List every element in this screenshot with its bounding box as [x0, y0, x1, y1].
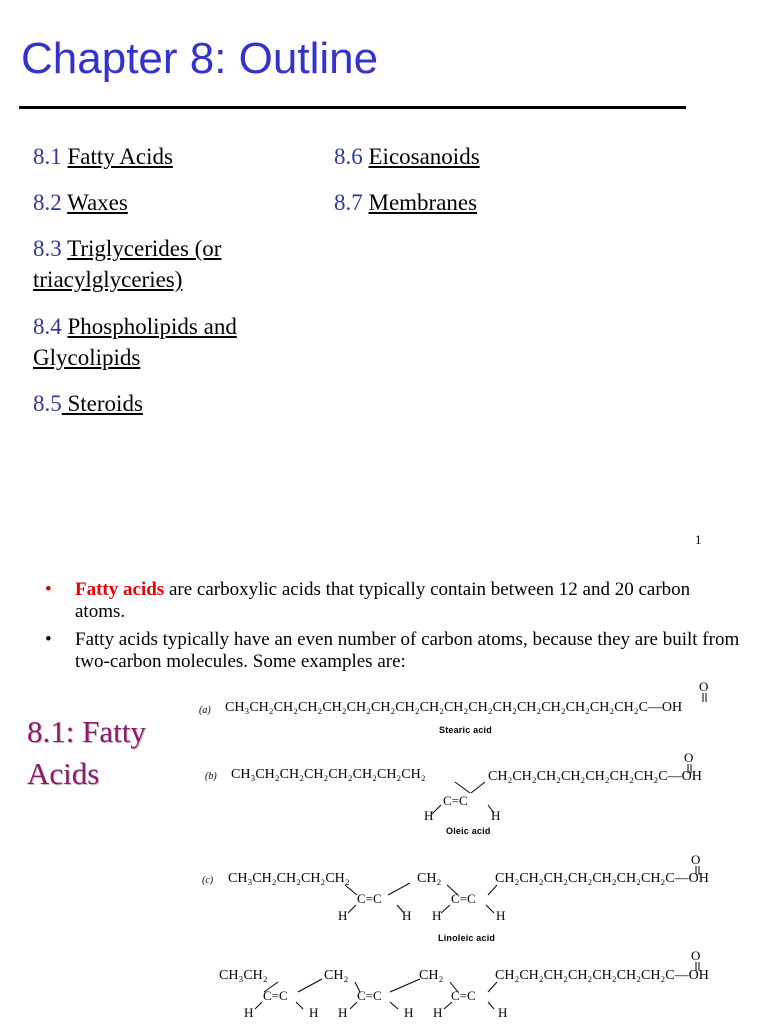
hydrogen-atom: H	[338, 908, 348, 923]
hydrogen-atom: H	[432, 908, 442, 923]
hydrogen-atom: H	[498, 1005, 508, 1020]
linolenic-right-chain: CH₂CH₂CH₂CH₂CH₂CH₂CH₂C—OH	[495, 968, 709, 983]
outline-link-cont[interactable]: triacylglyceries)	[33, 267, 183, 292]
outline-link-cont[interactable]: Glycolipids	[33, 345, 141, 370]
hydrogen-atom: H	[402, 908, 412, 923]
bullet-marker: •	[45, 629, 52, 650]
hydrogen-atom: H	[309, 1005, 319, 1020]
outline-item-8-4[interactable]	[33, 311, 237, 373]
outline-link[interactable]: Triglycerides (or	[67, 236, 222, 261]
bullet-text: Fatty acids typically have an even number of carbon atoms, because they are built from two-carbon molecules. Some examples are:	[75, 629, 740, 672]
outline-link[interactable]: Membranes	[368, 190, 478, 215]
page-number: 1	[695, 532, 702, 547]
outline-link[interactable]: Fatty Acids	[67, 144, 173, 169]
outline-item-8-5[interactable]	[33, 388, 143, 419]
outline-item-8-1[interactable]	[33, 141, 173, 172]
outline-number: 8.2	[33, 190, 62, 215]
title-divider	[19, 106, 686, 109]
oleic-acid-caption: Oleic acid	[446, 826, 491, 836]
outline-number: 8.3	[33, 236, 62, 261]
stearic-acid-formula: CH₃CH₂CH₂CH₂CH₂CH₂CH₂CH₂CH₂CH₂CH₂CH₂CH₂CH₂CH₂CH₂CH₂C—OH	[225, 700, 683, 715]
oxygen-atom: O	[684, 750, 694, 765]
structure-label-b: (b)	[205, 771, 217, 782]
outline-number: 8.5	[33, 391, 62, 416]
section-title-line: Acids	[27, 756, 100, 791]
oxygen-atom: O	[691, 852, 701, 867]
hydrogen-atom: H	[338, 1005, 348, 1020]
outline-link[interactable]: Steroids	[61, 391, 143, 416]
bullet-item	[45, 579, 745, 623]
stearic-acid-caption: Stearic acid	[439, 725, 492, 735]
hydrogen-atom: H	[424, 808, 434, 823]
outline-link[interactable]: Waxes	[67, 190, 128, 215]
hydrogen-atom: H	[491, 808, 501, 823]
outline-item-8-7[interactable]	[334, 187, 477, 218]
outline-link[interactable]: Phospholipids and	[67, 314, 237, 339]
outline-number: 8.6	[334, 144, 363, 169]
hydrogen-atom: H	[496, 908, 506, 923]
bullet-text: are carboxylic acids that typically contain between 12 and 20 carbon atoms.	[75, 579, 691, 622]
bullet-list	[45, 579, 745, 679]
oleic-left-chain: CH₃CH₂CH₂CH₂CH₂CH₂CH₂CH₂	[231, 767, 426, 782]
oxygen-atom: O	[691, 948, 701, 963]
linolenic-mid-ch2: CH₂	[419, 968, 444, 983]
double-bond: C=C	[263, 988, 288, 1003]
structure-label-c: (c)	[202, 875, 214, 886]
bullet-item	[45, 629, 745, 673]
section-title-line: 8.1: Fatty	[27, 714, 146, 749]
hydrogen-atom: H	[244, 1005, 254, 1020]
linoleic-mid-ch2: CH₂	[417, 871, 442, 886]
linoleic-right-chain: CH₂CH₂CH₂CH₂CH₂CH₂CH₂C—OH	[495, 871, 709, 886]
double-bond: C=C	[451, 891, 476, 906]
outline-number: 8.4	[33, 314, 62, 339]
linoleic-acid-caption: Linoleic acid	[438, 933, 496, 943]
linolenic-left-chain: CH₃CH₂	[219, 968, 268, 983]
linolenic-mid-ch2: CH₂	[324, 968, 349, 983]
hydrogen-atom: H	[433, 1005, 443, 1020]
outline-item-8-2[interactable]	[33, 187, 128, 218]
oleic-right-chain: CH₂CH₂CH₂CH₂CH₂CH₂CH₂C—OH	[488, 769, 702, 784]
outline-number: 8.1	[33, 144, 62, 169]
linoleic-left-chain: CH₃CH₂CH₂CH₂CH₂	[228, 871, 350, 886]
double-bond: C=C	[451, 988, 476, 1003]
fatty-acids-slide	[0, 565, 768, 1024]
key-term: Fatty acids	[75, 579, 165, 600]
page-title: Chapter 8: Outline	[21, 34, 379, 83]
outline-item-8-6[interactable]	[334, 141, 480, 172]
oxygen-atom: O	[699, 679, 709, 694]
hydrogen-atom: H	[404, 1005, 414, 1020]
structure-label-a: (a)	[199, 705, 211, 716]
outline-item-8-3[interactable]	[33, 233, 221, 295]
double-bond: C=C	[357, 988, 382, 1003]
double-bond: C=C	[357, 891, 382, 906]
bullet-marker: •	[45, 579, 52, 600]
outline-link[interactable]: Eicosanoids	[368, 144, 480, 169]
outline-number: 8.7	[334, 190, 363, 215]
section-title	[27, 711, 146, 795]
double-bond: C=C	[443, 793, 468, 808]
